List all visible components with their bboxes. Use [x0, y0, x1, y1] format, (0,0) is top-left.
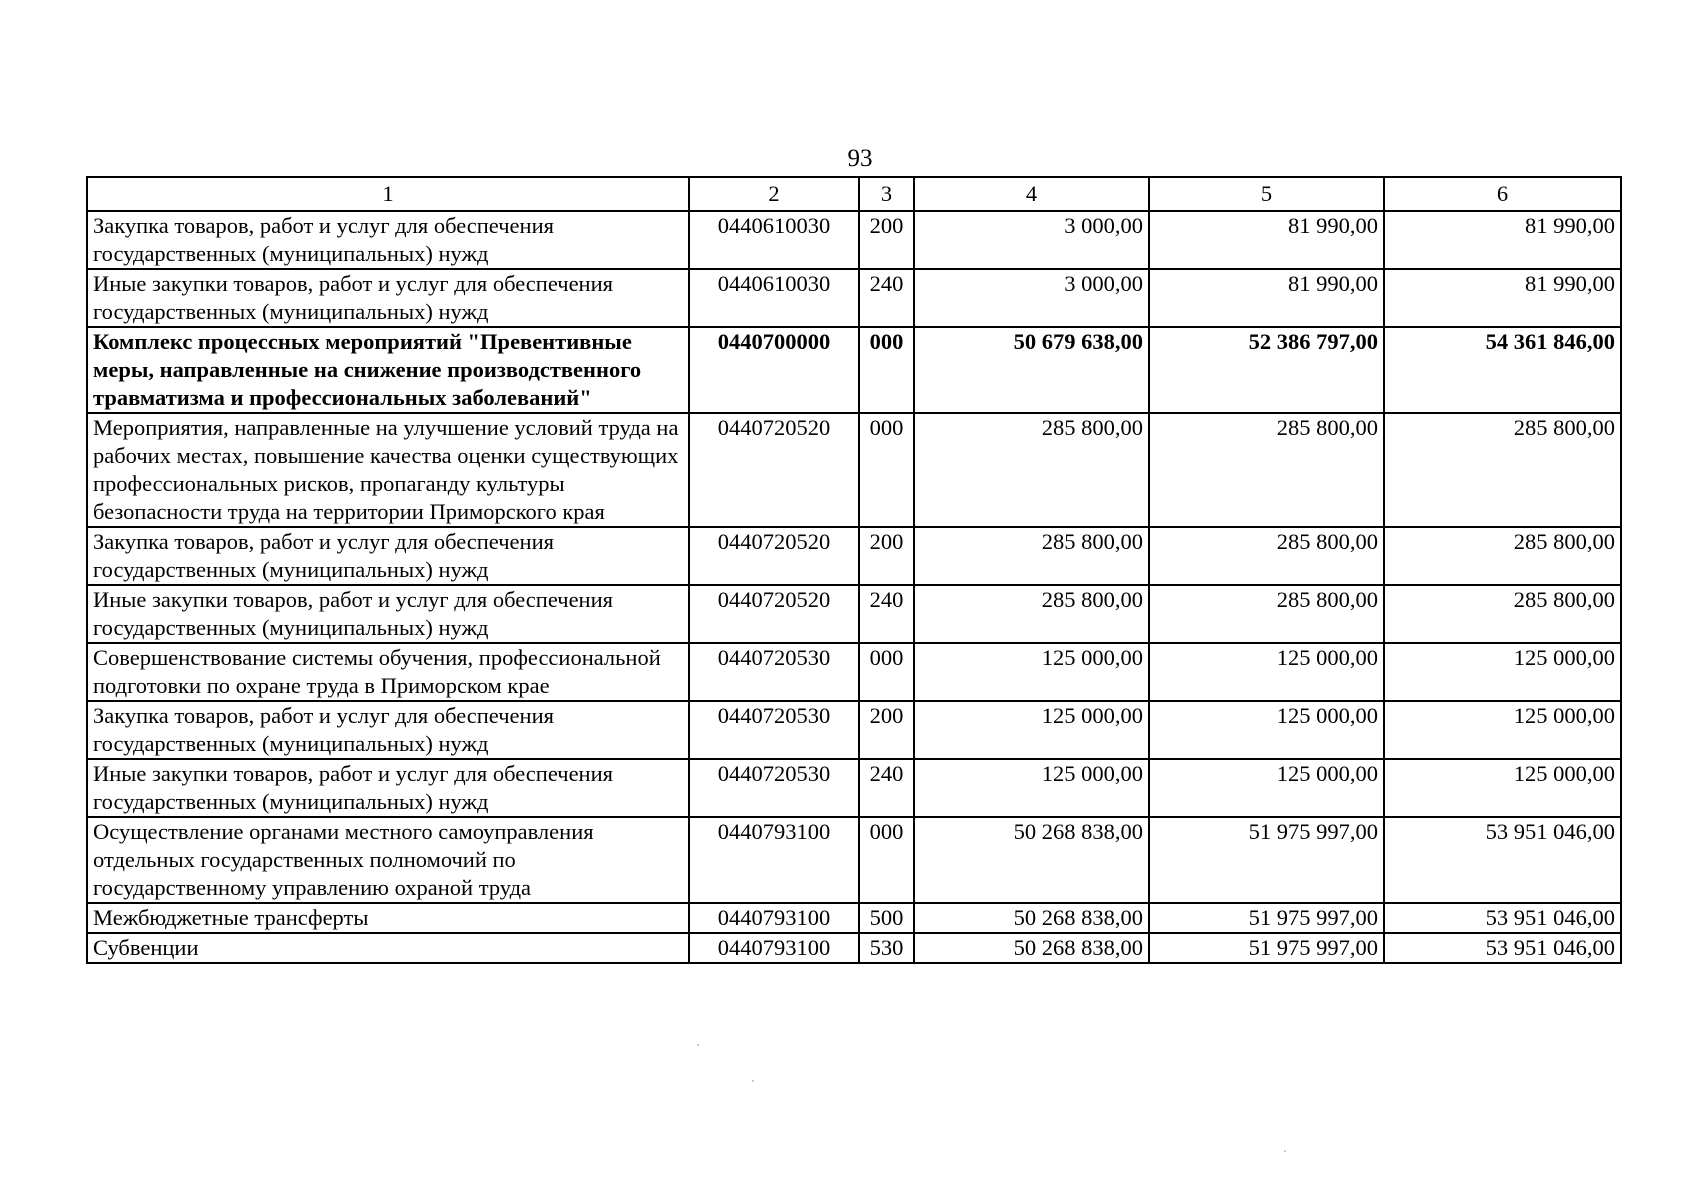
row-amount-col5: 285 800,00	[1149, 413, 1384, 527]
row-amount-col4: 125 000,00	[914, 759, 1149, 817]
row-code: 0440720530	[689, 643, 859, 701]
row-amount-col5: 51 975 997,00	[1149, 933, 1384, 963]
row-amount-col5: 125 000,00	[1149, 643, 1384, 701]
row-amount-col5: 81 990,00	[1149, 269, 1384, 327]
table-row	[87, 269, 1621, 327]
scan-speck	[697, 1044, 699, 1046]
table-row	[87, 817, 1621, 903]
row-code: 0440610030	[689, 211, 859, 269]
row-amount-col6: 125 000,00	[1384, 643, 1621, 701]
scan-speck	[752, 1080, 754, 1082]
row-code: 0440793100	[689, 933, 859, 963]
row-amount-col6: 285 800,00	[1384, 585, 1621, 643]
row-amount-col6: 81 990,00	[1384, 269, 1621, 327]
column-header-1: 1	[87, 177, 689, 211]
row-name: Иные закупки товаров, работ и услуг для обеспечения государственных (муниципальных) нужд	[87, 269, 689, 327]
row-expense-type: 240	[859, 585, 914, 643]
column-header-4: 4	[914, 177, 1149, 211]
row-name: Закупка товаров, работ и услуг для обеспечения государственных (муниципальных) нужд	[87, 701, 689, 759]
column-header-2: 2	[689, 177, 859, 211]
row-expense-type: 000	[859, 327, 914, 413]
row-amount-col4: 285 800,00	[914, 527, 1149, 585]
row-amount-col6: 285 800,00	[1384, 413, 1621, 527]
row-amount-col4: 285 800,00	[914, 585, 1149, 643]
row-name: Закупка товаров, работ и услуг для обеспечения государственных (муниципальных) нужд	[87, 211, 689, 269]
row-name: Иные закупки товаров, работ и услуг для обеспечения государственных (муниципальных) нужд	[87, 759, 689, 817]
row-amount-col4: 3 000,00	[914, 211, 1149, 269]
row-amount-col5: 52 386 797,00	[1149, 327, 1384, 413]
row-name: Осуществление органами местного самоуправления отдельных государственных полномочий по государственному управлению охраной труда	[87, 817, 689, 903]
row-amount-col4: 50 268 838,00	[914, 817, 1149, 903]
row-amount-col6: 125 000,00	[1384, 759, 1621, 817]
row-amount-col4: 3 000,00	[914, 269, 1149, 327]
table-row	[87, 643, 1621, 701]
row-code: 0440720530	[689, 701, 859, 759]
row-amount-col6: 53 951 046,00	[1384, 933, 1621, 963]
row-expense-type: 000	[859, 643, 914, 701]
table-row-section	[87, 327, 1621, 413]
row-expense-type: 240	[859, 759, 914, 817]
table-row	[87, 211, 1621, 269]
table-row	[87, 933, 1621, 963]
row-code: 0440720520	[689, 585, 859, 643]
row-code: 0440793100	[689, 817, 859, 903]
row-amount-col4: 50 679 638,00	[914, 327, 1149, 413]
row-code: 0440720530	[689, 759, 859, 817]
row-name: Межбюджетные трансферты	[87, 903, 689, 933]
row-code: 0440720520	[689, 413, 859, 527]
row-amount-col6: 125 000,00	[1384, 701, 1621, 759]
row-amount-col6: 54 361 846,00	[1384, 327, 1621, 413]
table-row	[87, 903, 1621, 933]
row-amount-col5: 285 800,00	[1149, 585, 1384, 643]
row-amount-col5: 125 000,00	[1149, 759, 1384, 817]
row-amount-col5: 81 990,00	[1149, 211, 1384, 269]
row-expense-type: 500	[859, 903, 914, 933]
row-amount-col5: 125 000,00	[1149, 701, 1384, 759]
table-row	[87, 585, 1621, 643]
row-amount-col5: 51 975 997,00	[1149, 817, 1384, 903]
row-name: Закупка товаров, работ и услуг для обеспечения государственных (муниципальных) нужд	[87, 527, 689, 585]
scan-speck	[1284, 1150, 1286, 1152]
budget-table	[86, 176, 1622, 964]
row-amount-col5: 285 800,00	[1149, 527, 1384, 585]
row-name: Мероприятия, направленные на улучшение условий труда на рабочих местах, повышение качества оценки существующих профессиональных рисков, пропаганду культуры безопасности труда на территории Приморского края	[87, 413, 689, 527]
row-expense-type: 000	[859, 817, 914, 903]
column-header-6: 6	[1384, 177, 1621, 211]
row-code: 0440793100	[689, 903, 859, 933]
row-amount-col4: 285 800,00	[914, 413, 1149, 527]
row-amount-col4: 125 000,00	[914, 701, 1149, 759]
row-amount-col4: 125 000,00	[914, 643, 1149, 701]
page-number: 93	[847, 145, 873, 172]
column-header-3: 3	[859, 177, 914, 211]
row-expense-type: 000	[859, 413, 914, 527]
row-amount-col6: 285 800,00	[1384, 527, 1621, 585]
row-amount-col6: 53 951 046,00	[1384, 817, 1621, 903]
row-amount-col5: 51 975 997,00	[1149, 903, 1384, 933]
row-amount-col4: 50 268 838,00	[914, 933, 1149, 963]
row-name: Совершенствование системы обучения, профессиональной подготовки по охране труда в Приморском крае	[87, 643, 689, 701]
row-name: Комплекс процессных мероприятий "Превентивные меры, направленные на снижение производственного травматизма и профессиональных заболеваний"	[87, 327, 689, 413]
row-amount-col6: 53 951 046,00	[1384, 903, 1621, 933]
row-amount-col6: 81 990,00	[1384, 211, 1621, 269]
row-expense-type: 530	[859, 933, 914, 963]
table-header-row	[87, 177, 1621, 211]
row-code: 0440720520	[689, 527, 859, 585]
row-expense-type: 240	[859, 269, 914, 327]
table-row	[87, 527, 1621, 585]
row-expense-type: 200	[859, 211, 914, 269]
row-expense-type: 200	[859, 527, 914, 585]
table-row	[87, 759, 1621, 817]
row-amount-col4: 50 268 838,00	[914, 903, 1149, 933]
column-header-5: 5	[1149, 177, 1384, 211]
row-expense-type: 200	[859, 701, 914, 759]
row-name: Иные закупки товаров, работ и услуг для обеспечения государственных (муниципальных) нужд	[87, 585, 689, 643]
row-name: Субвенции	[87, 933, 689, 963]
row-code: 0440700000	[689, 327, 859, 413]
row-code: 0440610030	[689, 269, 859, 327]
table-row	[87, 701, 1621, 759]
table-row	[87, 413, 1621, 527]
